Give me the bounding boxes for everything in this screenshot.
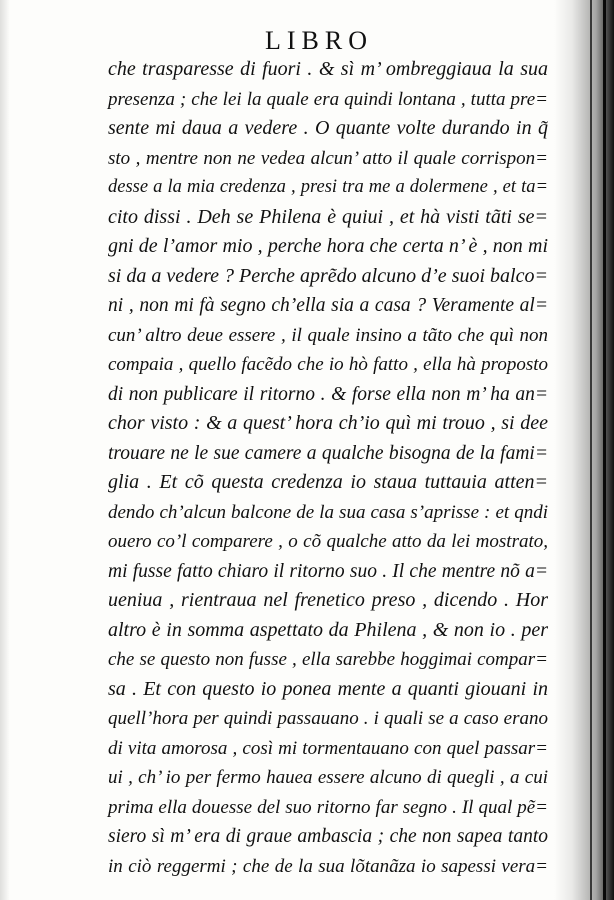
text-line: ni , non mi fà segno ch’ella sia a casa ? Veramente al=: [108, 295, 548, 316]
text-line: compaia , quello facẽdo che io hò fatto , ella hà proposto: [108, 354, 548, 375]
text-line: sa . Et con questo io ponea mente a quanti giouani in: [108, 677, 548, 700]
text-line: che se questo non fusse , ella sarebbe hoggimai compar=: [108, 649, 548, 670]
text-line: sto , mentre non ne vedea alcun’ atto il quale corrispon=: [108, 147, 548, 169]
text-line: di vita amorosa , così mi tormentauano con quel passar=: [108, 737, 548, 759]
text-line: gni de l’amor mio , perche hora che certa n’ è , non mi: [108, 235, 548, 257]
text-line: presenza ; che lei la quale era quindi lontana , tutta pre=: [108, 88, 548, 110]
binding-edge-outer: [603, 0, 606, 900]
text-line: siero sì m’ era di graue ambascia ; che non sapea tanto: [108, 826, 548, 847]
page-left-shadow: [0, 0, 10, 900]
text-line: cun’ altro deue essere , il quale insino a tãto che quì non: [108, 324, 548, 346]
text-line: altro è in somma aspettato da Philena , & non io . per: [108, 618, 548, 641]
text-line: ui , ch’ io per fermo hauea essere alcuno di quegli , a cui: [108, 767, 548, 788]
text-line: mi fusse fatto chiaro il ritorno suo . Il che mentre nõ a=: [108, 560, 548, 582]
running-header: LIBRO: [265, 26, 373, 55]
text-line: cito dissi . Deh se Philena è quiui , et hà visti tãti se=: [108, 205, 548, 228]
text-line: glia . Et cõ questa credenza io staua tuttauia atten=: [108, 471, 548, 493]
text-line: che trasparesse di fuori . & sì m’ ombreggiaua la sua: [108, 58, 548, 80]
text-line: desse a la mia credenza , presi tra me a dolermene , et ta=: [108, 177, 548, 197]
body-text: [108, 55, 548, 881]
text-line: chor visto : & a quest’ hora ch’io quì mi trouo , si dee: [108, 412, 548, 434]
text-line: si da a vedere ? Perche aprẽdo alcuno d’e suoi balco=: [108, 264, 548, 287]
text-line: trouare ne le sue camere a qualche bisogna de la fami=: [108, 442, 548, 464]
text-line: prima ella douesse del suo ritorno far segno . Il qual pẽ=: [108, 796, 548, 818]
text-line: ueniua , rientraua nel frenetico preso , dicendo . Hor: [108, 589, 548, 611]
text-line: quell’hora per quindi passauano . i quali se a caso erano: [108, 708, 548, 729]
text-line: dendo ch’alcun balcone de la sua casa s’aprisse : et qndi: [108, 501, 548, 523]
text-line: in ciò reggermi ; che de la sua lõtanãza io sapessi vera=: [108, 855, 548, 877]
text-line: ouero co’l comparere , o cõ qualche atto da lei mostrato,: [108, 531, 548, 552]
text-line: sente mi daua a vedere . O quante volte durando in q̃: [108, 117, 548, 139]
text-line: di non publicare il ritorno . & forse ella non m’ ha an=: [108, 383, 548, 405]
binding-edge-line: [590, 0, 592, 900]
